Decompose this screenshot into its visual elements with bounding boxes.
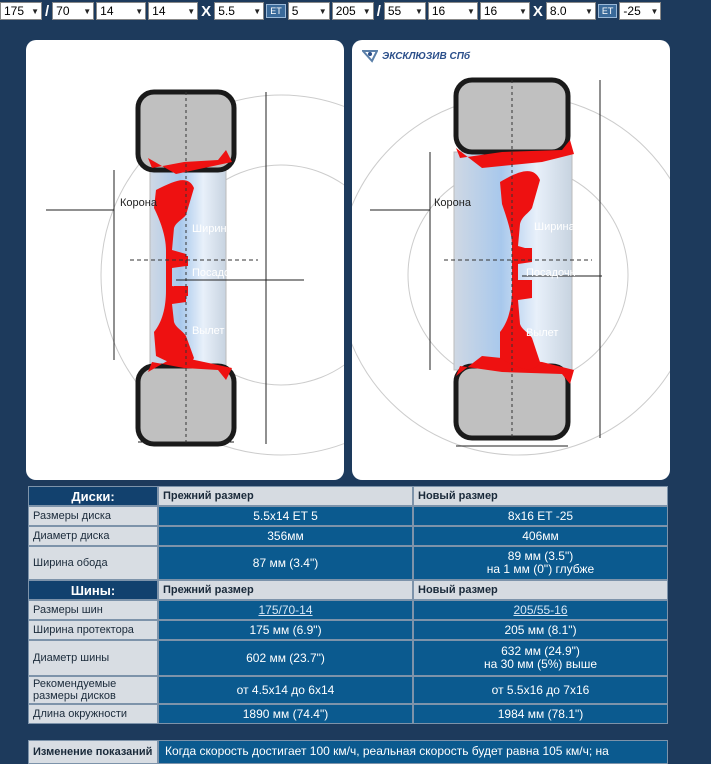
- new-tire-diameter-value: 16: [431, 4, 446, 18]
- seat-label: Посадочн: [192, 267, 242, 279]
- old-tire-diameter-value: 14: [100, 4, 114, 18]
- new-value-line1: 89 мм (3.5"): [507, 549, 574, 563]
- chevron-down-icon: ▼: [31, 6, 39, 16]
- new-value-line2: на 1 мм (0") глубже: [486, 562, 595, 576]
- old-rim-diameter-value: 14: [152, 4, 166, 18]
- chevron-down-icon: ▼: [650, 6, 659, 16]
- speedometer-note-text: Когда скорость достигает 100 км/ч, реальная скорость будет равна 105 км/ч; на: [158, 740, 668, 764]
- row-label: [28, 676, 158, 704]
- old-width-select[interactable]: [0, 2, 42, 20]
- old-value: 5.5x14 ET 5: [158, 506, 413, 526]
- chevron-down-icon: ▼: [584, 6, 593, 16]
- old-value: 87 мм (3.4"): [158, 546, 413, 580]
- old-tire-size-link[interactable]: 175/70-14: [258, 602, 313, 617]
- speedometer-note-row: [28, 740, 668, 764]
- new-rim-width-value: 8.0: [549, 4, 567, 18]
- chevron-down-icon: ▼: [414, 6, 423, 16]
- table-row: [28, 526, 668, 546]
- old-value: 356мм: [158, 526, 413, 546]
- new-value: 406мм: [413, 526, 668, 546]
- old-rim-width-select[interactable]: [214, 2, 264, 20]
- table-row: [28, 506, 668, 526]
- new-rim-width-select[interactable]: [546, 2, 596, 20]
- row-label: Размеры шин: [28, 600, 158, 620]
- old-tire-size-cell: [158, 600, 413, 620]
- table-row: [28, 676, 668, 704]
- new-width-select[interactable]: [332, 2, 374, 20]
- tires-header-row: [28, 580, 668, 600]
- speedometer-note-label: Изменение показаний: [28, 740, 158, 764]
- x-separator: X: [532, 2, 543, 20]
- new-et-value: -25: [623, 4, 641, 18]
- chevron-down-icon: ▼: [83, 6, 92, 16]
- old-wheel-diagram: [26, 40, 344, 480]
- new-value: 205 мм (8.1"): [413, 620, 668, 640]
- row-label: Ширина протектора: [28, 620, 158, 640]
- slash-separator: /: [45, 2, 50, 20]
- wheels-header-row: [28, 486, 668, 506]
- old-value: от 4.5x14 до 6x14: [158, 676, 413, 704]
- offset-label: Вылет: [526, 327, 559, 339]
- hub-piece: [518, 280, 532, 290]
- old-value: 175 мм (6.9"): [158, 620, 413, 640]
- comparison-table: [28, 486, 668, 724]
- width-label: Ширина: [534, 221, 575, 233]
- row-label-line2: размеры дисков: [33, 690, 116, 702]
- et-label: ET: [266, 4, 286, 18]
- new-value: [413, 640, 668, 676]
- table-row: [28, 600, 668, 620]
- brand-logo-text: ЭКСКЛЮЗИВ СПб: [382, 50, 471, 62]
- new-wheel-diagram-panel: [352, 40, 670, 480]
- old-tire-diameter-select[interactable]: [96, 2, 146, 20]
- chevron-down-icon: ▼: [187, 6, 196, 16]
- x-separator: X: [201, 2, 212, 20]
- new-profile-select[interactable]: [384, 2, 426, 20]
- new-value-line1: 632 мм (24.9"): [501, 644, 580, 658]
- new-tire-size-link[interactable]: 205/55-16: [513, 602, 568, 617]
- table-row: [28, 546, 668, 580]
- col-old-header: Прежний размер: [158, 580, 413, 600]
- new-tire-size-cell: [413, 600, 668, 620]
- chevron-down-icon: ▼: [318, 6, 327, 16]
- table-row: [28, 640, 668, 676]
- old-et-select[interactable]: [288, 2, 330, 20]
- new-value: от 5.5x16 до 7x16: [413, 676, 668, 704]
- row-label: Размеры диска: [28, 506, 158, 526]
- new-value: 8x16 ET -25: [413, 506, 668, 526]
- chevron-down-icon: ▼: [518, 6, 527, 16]
- tires-section-title: Шины:: [28, 580, 158, 600]
- old-width-value: 175: [4, 4, 25, 18]
- old-et-value: 5: [291, 4, 299, 18]
- new-et-select[interactable]: [619, 2, 661, 20]
- old-value: 1890 мм (74.4"): [158, 704, 413, 724]
- chevron-down-icon: ▼: [253, 6, 262, 16]
- row-label: Длина окружности: [28, 704, 158, 724]
- row-label-line1: Рекомендуемые: [33, 678, 117, 690]
- row-label: Диаметр шины: [28, 640, 158, 676]
- hub-piece: [518, 248, 532, 258]
- new-tire-diameter-select[interactable]: [428, 2, 478, 20]
- chevron-down-icon: ▼: [362, 6, 371, 16]
- col-new-header: Новый размер: [413, 486, 668, 506]
- new-wheel-diagram: [352, 40, 670, 480]
- width-label: Ширина: [192, 223, 233, 235]
- wheels-section-title: Диски:: [28, 486, 158, 506]
- new-value: 1984 мм (78.1"): [413, 704, 668, 724]
- new-value: [413, 546, 668, 580]
- old-profile-value: 70: [56, 4, 70, 18]
- old-profile-select[interactable]: [52, 2, 94, 20]
- seat-label: Посадочн: [526, 267, 576, 279]
- logo-icon: [362, 49, 378, 63]
- new-rim-diameter-select[interactable]: [480, 2, 530, 20]
- brand-logo: [362, 49, 470, 63]
- new-rim-diameter-value: 16: [483, 4, 498, 18]
- table-row: [28, 704, 668, 724]
- col-new-header: Новый размер: [413, 580, 668, 600]
- chevron-down-icon: ▼: [466, 6, 475, 16]
- row-label: Ширина обода: [28, 546, 158, 580]
- size-selector-bar: [0, 0, 711, 22]
- crown-label: Корона: [434, 197, 471, 209]
- old-value: 602 мм (23.7"): [158, 640, 413, 676]
- old-wheel-diagram-panel: [26, 40, 344, 480]
- offset-label: Вылет: [192, 325, 225, 337]
- slash-separator: /: [376, 2, 381, 20]
- new-profile-value: 55: [387, 4, 402, 18]
- et-label: ET: [598, 4, 618, 18]
- new-value-line2: на 30 мм (5%) выше: [483, 657, 598, 671]
- row-label: Диаметр диска: [28, 526, 158, 546]
- chevron-down-icon: ▼: [135, 6, 144, 16]
- crown-label: Корона: [120, 197, 157, 209]
- old-rim-width-value: 5.5: [218, 4, 235, 18]
- col-old-header: Прежний размер: [158, 486, 413, 506]
- new-width-value: 205: [335, 4, 356, 18]
- old-rim-diameter-select[interactable]: [148, 2, 198, 20]
- table-row: [28, 620, 668, 640]
